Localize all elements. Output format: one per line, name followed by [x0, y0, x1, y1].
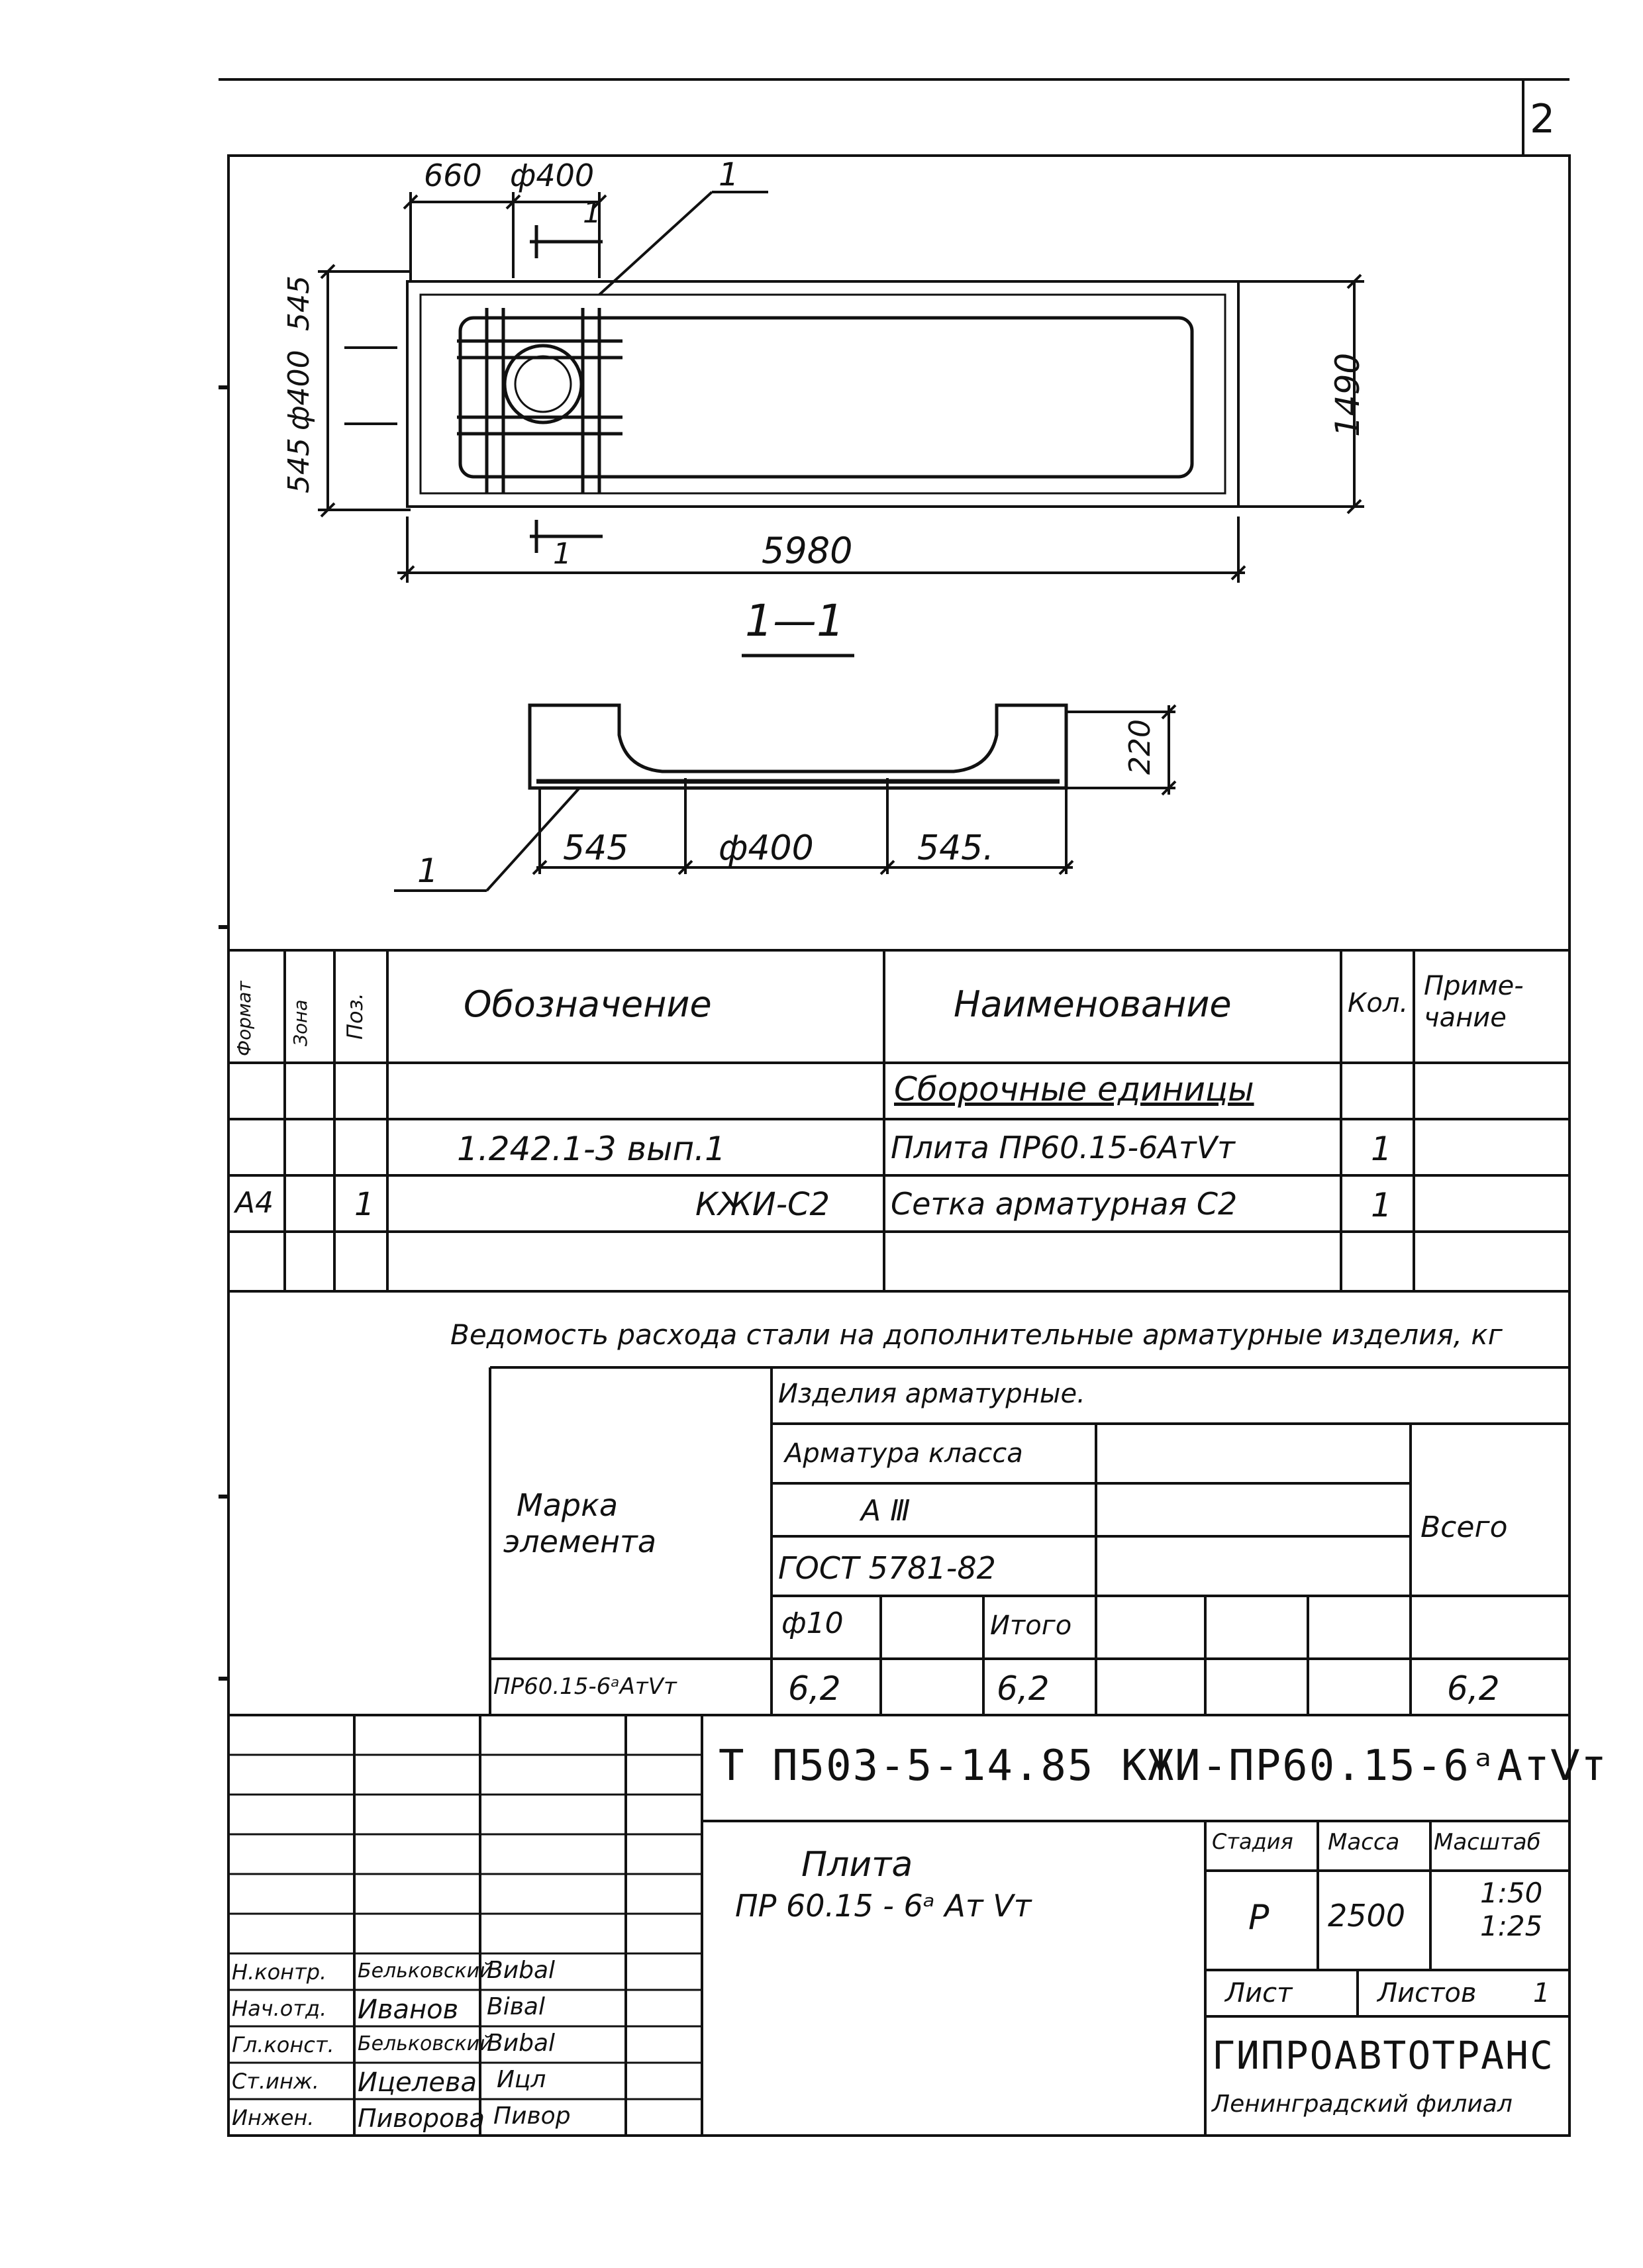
signature-role: Инжен.	[232, 2105, 315, 2130]
section-dim-hole: ф400	[719, 828, 814, 868]
section-dim-b: 545.	[917, 828, 994, 868]
dim-left-a: 545	[282, 438, 316, 493]
leader-label-plan: 1	[719, 156, 739, 193]
dim-660: 660	[424, 158, 482, 193]
signature-role: Гл.конст.	[232, 2032, 334, 2057]
spec-header-pos: Поз.	[342, 993, 368, 1040]
slab-outline	[407, 281, 1238, 507]
sheet-label: Лист	[1225, 1978, 1293, 2008]
signature-mark: Ицл	[497, 2066, 546, 2093]
section-title: 1—1	[745, 595, 844, 646]
dim-hole-top: ф400	[510, 158, 595, 193]
steel-col-total: Итого	[990, 1610, 1072, 1641]
section-mark-top-label: 1	[583, 196, 601, 230]
spec-header-note: Приме- чание	[1424, 971, 1524, 1033]
signature-mark: Biвal	[487, 1993, 545, 2020]
steel-row-total: 6,2	[997, 1669, 1050, 1708]
stage-label: Стадия	[1212, 1829, 1293, 1854]
dim-220: 220	[1123, 719, 1157, 775]
steel-class-header: Арматура класса	[785, 1438, 1023, 1469]
dim-1490: 1490	[1328, 352, 1367, 437]
spec-header-name: Наименование	[954, 983, 1232, 1025]
spec-header-qty: Кол.	[1348, 988, 1409, 1018]
steel-row-mark: ПР60.15-6ᵃАтⅤт	[493, 1673, 677, 1700]
product-name-2: ПР 60.15 - 6ᵃ Ат Ⅴт	[735, 1888, 1032, 1924]
hole-inner-circle	[515, 356, 571, 412]
signature-mark: Bиbal	[487, 1957, 556, 1984]
steel-col-all: Всего	[1420, 1510, 1508, 1544]
spec-row-pos: 1	[354, 1186, 375, 1223]
mass-value: 2500	[1328, 1898, 1406, 1934]
signature-role: Ст.инж.	[232, 2069, 319, 2094]
steel-row-f10: 6,2	[788, 1669, 841, 1708]
mass-label: Масса	[1328, 1829, 1400, 1855]
signature-name: Пиворова	[358, 2104, 485, 2133]
spec-row-designation: 1.242.1-3 вып.1	[457, 1130, 726, 1168]
stage-value: Р	[1248, 1898, 1270, 1938]
leader-line	[599, 192, 712, 295]
sheets-count: 1	[1533, 1978, 1550, 2008]
slab-inner-outline	[421, 295, 1225, 493]
steel-gost: ГОСТ 5781-82	[778, 1550, 996, 1586]
signature-name: Ицелева	[358, 2067, 477, 2098]
signature-name: Бельковский	[358, 1959, 493, 1983]
signature-mark: Bиbal	[487, 2030, 556, 2057]
section-leader-label: 1	[417, 852, 438, 890]
steel-caption: Ведомость расхода стали на дополнительные арматурные изделия, кг	[450, 1318, 1503, 1351]
scale-value-1: 1:50	[1480, 1877, 1543, 1909]
product-name-1: Плита	[801, 1845, 913, 1885]
signature-name: Бельковский	[358, 2032, 493, 2055]
steel-row-all: 6,2	[1447, 1669, 1500, 1708]
sheet-corner-number: 2	[1530, 96, 1556, 142]
organization-name: ГИПРОАВТОТРАНС	[1212, 2033, 1554, 2078]
steel-col-f10: ф10	[781, 1606, 844, 1640]
section-mark-bottom-label: 1	[553, 537, 572, 571]
section-dim-a: 545	[563, 828, 629, 868]
signature-role: Н.контр.	[232, 1959, 327, 1985]
spec-row-qty: 1	[1371, 1186, 1392, 1224]
organization-branch: Ленинградский филиал	[1212, 2091, 1513, 2118]
sheets-label: Листов	[1377, 1978, 1477, 2008]
signature-role: Нач.отд.	[232, 1996, 327, 2021]
spec-row-name: Сборочные единицы	[894, 1070, 1254, 1109]
steel-group-header: Изделия арматурные.	[778, 1379, 1085, 1409]
steel-mark-header-1: Марка	[517, 1487, 619, 1523]
spec-row-name: Плита ПР60.15-6АтⅤт	[891, 1130, 1235, 1165]
steel-class-value: А Ⅲ	[861, 1494, 911, 1528]
spec-header-designation: Обозначение	[464, 983, 712, 1025]
spec-row-name: Сетка арматурная С2	[891, 1186, 1238, 1222]
dim-left-b: 545	[282, 275, 316, 331]
signature-name: Иванов	[358, 1995, 459, 2025]
doc-code: Т П503-5-14.85 КЖИ-ПР60.15-6ᵃАтⅤт	[719, 1742, 1608, 1791]
spec-header-zone: Зона	[289, 999, 311, 1046]
steel-mark-header-2: элемента	[503, 1524, 657, 1559]
scale-value-2: 1:25	[1480, 1910, 1543, 1942]
dim-left-hole: ф400	[282, 350, 316, 430]
section-profile	[530, 705, 1066, 788]
scale-label: Масштаб	[1434, 1829, 1541, 1855]
spec-header-format: Формат	[233, 981, 255, 1056]
spec-row-qty: 1	[1371, 1130, 1392, 1168]
signature-mark: Пивор	[493, 2102, 571, 2130]
spec-row-designation: КЖИ-С2	[695, 1186, 830, 1223]
dim-5980: 5980	[762, 530, 853, 571]
spec-row-format: А4	[235, 1186, 274, 1220]
